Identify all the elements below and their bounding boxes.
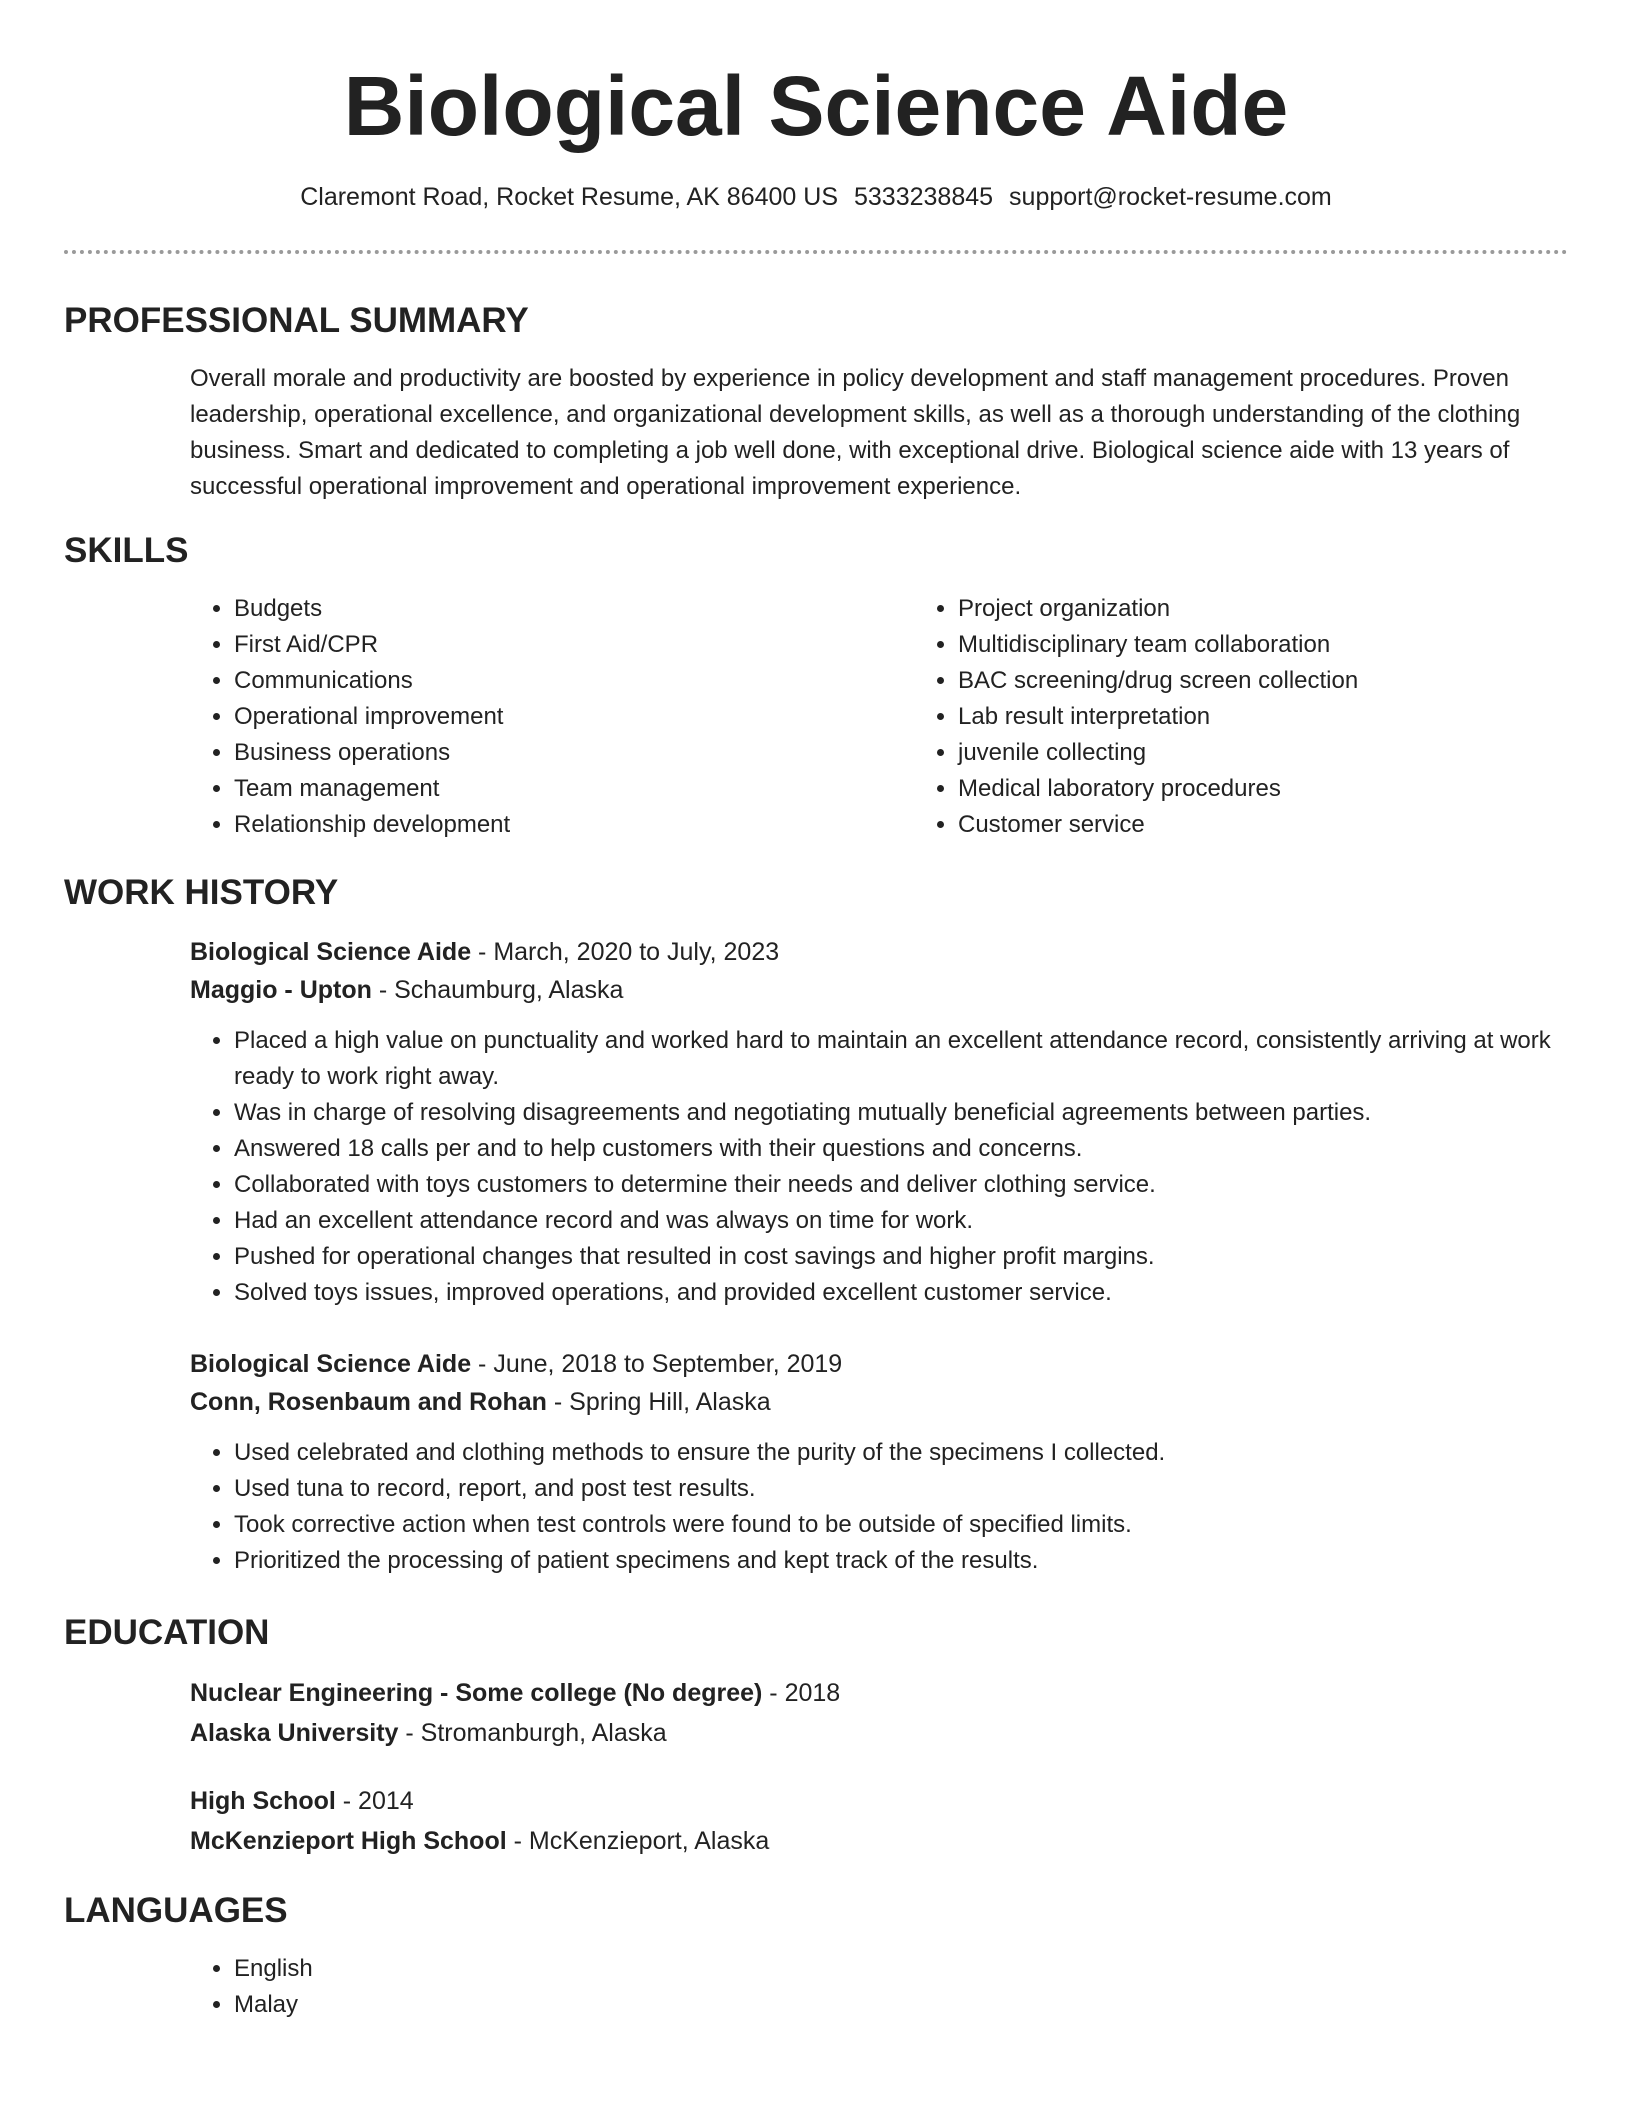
section-title-education: EDUCATION <box>64 1613 270 1652</box>
job-dates: - June, 2018 to September, 2019 <box>471 1350 843 1378</box>
section-title-skills: SKILLS <box>64 531 189 570</box>
job-dates: - March, 2020 to July, 2023 <box>471 938 780 966</box>
education-degree-line <box>190 1781 1568 1821</box>
languages-list <box>64 1951 1568 2023</box>
job-title-line <box>190 1345 1568 1383</box>
section-title-work: WORK HISTORY <box>64 873 339 912</box>
skill-item: • Multidisciplinary team collaboration <box>958 627 1632 663</box>
skill-item: • Medical laboratory procedures <box>958 771 1632 807</box>
contact-line <box>64 180 1568 214</box>
skill-item: • Team management <box>234 771 914 807</box>
skill-item: • Communications <box>234 663 914 699</box>
section-title-summary: PROFESSIONAL SUMMARY <box>64 301 529 340</box>
education-school: Alaska University <box>190 1719 399 1747</box>
job-bullet: • Was in charge of resolving disagreements and negotiating mutually beneficial agreements between parties. <box>234 1095 1568 1131</box>
skill-item: • Lab result interpretation <box>958 699 1632 735</box>
job-bullet: • Pushed for operational changes that resulted in cost savings and higher profit margins. <box>234 1239 1568 1275</box>
job-bullet: • Used celebrated and clothing methods to ensure the purity of the specimens I collected. <box>234 1435 1568 1471</box>
header-divider <box>64 250 1568 254</box>
education-school: McKenzieport High School <box>190 1827 507 1855</box>
education-degree-line <box>190 1673 1568 1713</box>
contact-address: Claremont Road, Rocket Resume, AK 86400 US <box>300 183 838 211</box>
contact-email: support@rocket-resume.com <box>1009 183 1332 211</box>
education-year: - 2014 <box>335 1787 414 1815</box>
job-title-line <box>190 933 1568 971</box>
skill-item: • BAC screening/drug screen collection <box>958 663 1632 699</box>
education-entry <box>64 1673 1568 1753</box>
skill-item: • First Aid/CPR <box>234 627 914 663</box>
education-degree: Nuclear Engineering - Some college (No degree) <box>190 1679 763 1707</box>
education-entry <box>64 1781 1568 1861</box>
job-bullet: • Collaborated with toys customers to determine their needs and deliver clothing service. <box>234 1167 1568 1203</box>
education-school-line <box>190 1713 1568 1753</box>
job-title: Biological Science Aide <box>190 938 472 966</box>
summary-text: Overall morale and productivity are boosted by experience in policy development and staff management procedures. Proven leadership, operational excellence, and organizational development skills, as well as a thorough understanding of the clothing business. Smart and dedicated to completing a job well done, with exceptional drive. Biological science aide with 13 years of successful operational improvement and operational improvement experience. <box>190 365 1521 500</box>
resume-name: Biological Science Aide <box>343 59 1289 153</box>
skills-column-left <box>190 591 914 843</box>
education-degree: High School <box>190 1787 336 1815</box>
skill-item: • Project organization <box>958 591 1632 627</box>
job-bullet: • Prioritized the processing of patient specimens and kept track of the results. <box>234 1543 1568 1579</box>
education-location: - McKenzieport, Alaska <box>506 1827 770 1855</box>
skills-column-right <box>914 591 1632 843</box>
skill-item: • Relationship development <box>234 807 914 843</box>
section-title-languages: LANGUAGES <box>64 1891 288 1930</box>
job-bullet: • Solved toys issues, improved operations, and provided excellent customer service. <box>234 1275 1568 1311</box>
job-entry <box>64 933 1568 1311</box>
job-bullet: • Placed a high value on punctuality and worked hard to maintain an excellent attendance record, consistently arriving at work ready to work right away. <box>234 1023 1568 1095</box>
job-company: Maggio - Upton <box>190 976 372 1004</box>
skill-item: • Business operations <box>234 735 914 771</box>
job-bullets <box>190 1023 1568 1311</box>
skill-item: • Operational improvement <box>234 699 914 735</box>
language-item: • Malay <box>234 1987 1568 2023</box>
skill-item: • Budgets <box>234 591 914 627</box>
contact-phone: 5333238845 <box>854 183 994 211</box>
skill-item: • Customer service <box>958 807 1632 843</box>
job-location: - Schaumburg, Alaska <box>371 976 624 1004</box>
job-bullet: • Used tuna to record, report, and post test results. <box>234 1471 1568 1507</box>
education-school-line <box>190 1821 1568 1861</box>
job-company-line <box>190 1383 1568 1421</box>
job-bullet: • Answered 18 calls per and to help customers with their questions and concerns. <box>234 1131 1568 1167</box>
skills-list <box>64 591 1568 843</box>
education-year: - 2018 <box>762 1679 841 1707</box>
education-location: - Stromanburgh, Alaska <box>398 1719 667 1747</box>
skill-item: • juvenile collecting <box>958 735 1632 771</box>
job-bullet: • Had an excellent attendance record and was always on time for work. <box>234 1203 1568 1239</box>
language-item: • English <box>234 1951 1568 1987</box>
job-bullets <box>190 1435 1568 1579</box>
job-company-line <box>190 971 1568 1009</box>
job-bullet: • Took corrective action when test controls were found to be outside of specified limits. <box>234 1507 1568 1543</box>
job-title: Biological Science Aide <box>190 1350 472 1378</box>
job-entry <box>64 1345 1568 1579</box>
job-location: - Spring Hill, Alaska <box>546 1388 771 1416</box>
job-company: Conn, Rosenbaum and Rohan <box>190 1388 547 1416</box>
